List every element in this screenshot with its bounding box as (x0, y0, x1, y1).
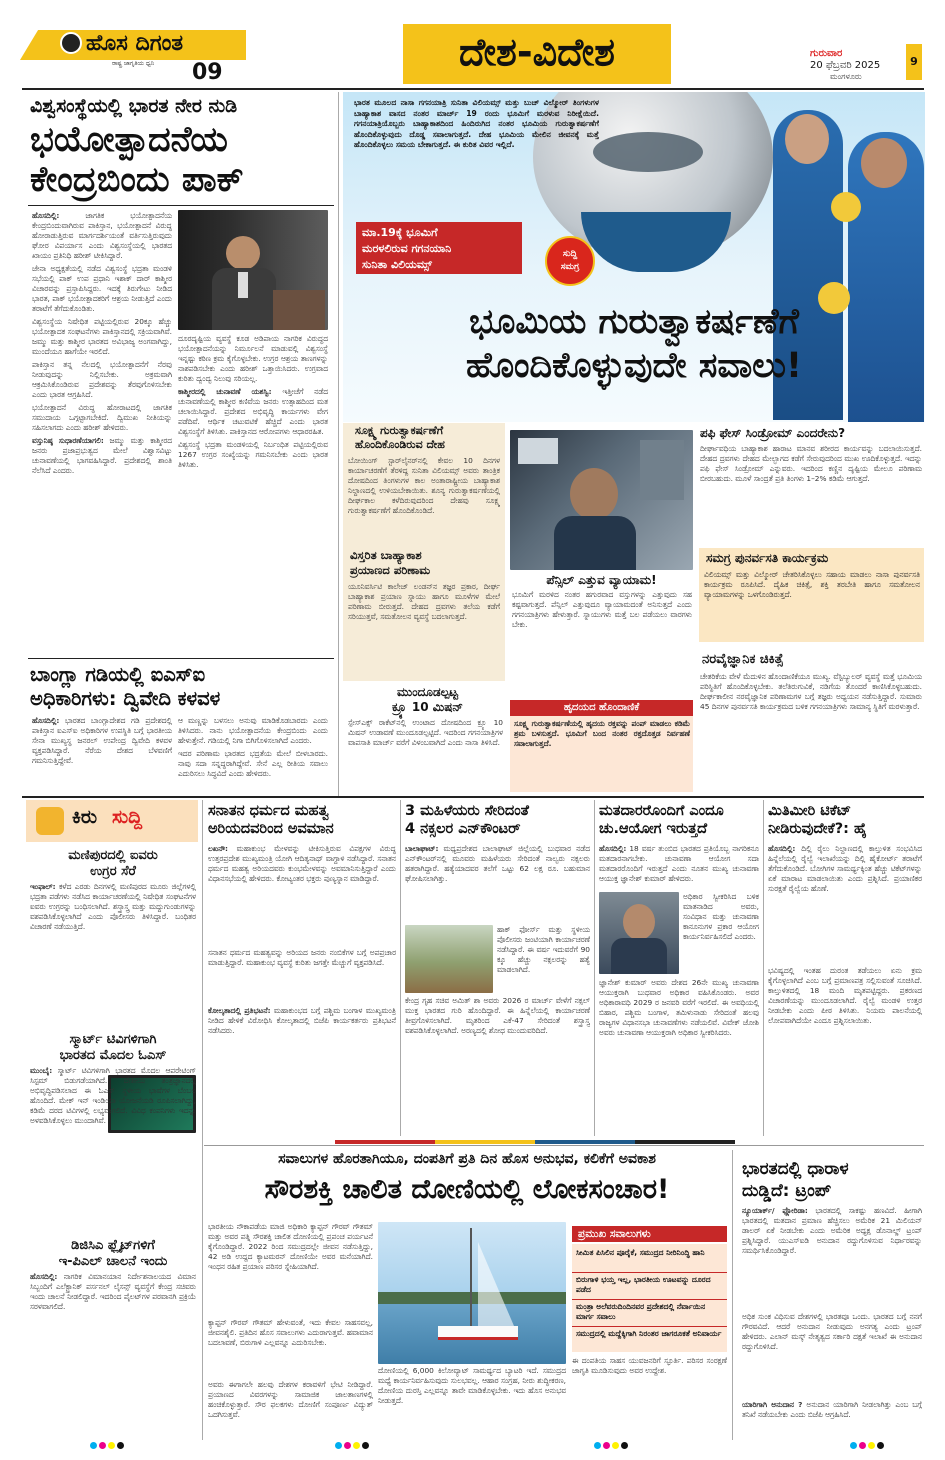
mid4-t2: ಭವಿಷ್ಯದಲ್ಲಿ ಇಂತಹ ದುರಂತ ತಡೆಯಲು ಏನು ಕ್ರಮ ಕೈಗೊಳ್ಳಲಾಗಿದೆ ಎಂಬ ಬಗ್ಗೆ ಪ್ರಮಾಣಪತ್ರ ಸಲ್ಲಿಸುವಂತೆ ಸೂಚಿಸಿದೆ. ಕಾಲ್ತುಳಿತದಲ್ಲಿ 18 ಮಂದಿ ಮೃತಪಟ್ಟಿದ್ದರು. ಪ್ರಕರಣದ ವಿಚಾರಣೆಯನ್ನು ಮುಂದೂಡಲಾಗಿದೆ. ರೈಲ್ವೆ ಮಂಡಳಿ ಉತ್ತರ ನೀಡಬೇಕು ಎಂದು ಪೀಠ ತಿಳಿಸಿತು. ನಿಯಮ ಪಾಲನೆಯಲ್ಲಿ ಲೋಪವಾಗಿದೆಯೇ ಎಂದೂ ಪ್ರಶ್ನಿಸಲಾಯಿತು. (768, 966, 922, 1025)
s1-title-line2: ಹೊಂದಿಕೊಂಡಿರುವ ದೇಹ (355, 438, 445, 451)
mid3-t3: ಜ್ಞಾನೇಶ್ ಕುಮಾರ್ ಅವರು ದೇಶದ 26ನೇ ಮುಖ್ಯ ಚುನಾವಣಾ ಆಯುಕ್ತರಾಗಿ ಬುಧವಾರ ಅಧಿಕಾರ ವಹಿಸಿಕೊಂಡರು. ಅವರ ಅಧಿಕಾರಾವಧಿ 2029 ರ ಜನವರಿ ವರೆಗೆ ಇರಲಿದೆ. ಈ ಅವಧಿಯಲ್ಲಿ ಬಿಹಾರ, ಪಶ್ಚಿಮ ಬಂಗಾಳ, ತಮಿಳುನಾಡು ಸೇರಿದಂತೆ ಹಲವು ರಾಜ್ಯಗಳ ವಿಧಾನಸಭಾ ಚುನಾವಣೆಗಳು ನಡೆಯಲಿವೆ. ವಿವೇಕ್ ಜೋಶಿ ಅವರು ಚುನಾವಣಾ ಆಯುಕ್ತರಾಗಿ ಅಧಿಕಾರ ಸ್ವೀಕರಿಸಿದರು. (599, 978, 759, 1037)
mid2-t2: ಕೇಂದ್ರ ಗೃಹ ಸಚಿವ ಅಮಿತ್ ಶಾ ಅವರು 2026 ರ ಮಾರ್ಚ್ ವೇಳೆಗೆ ನಕ್ಸಲ್ ಮುಕ್ತ ಭಾರತದ ಗುರಿ ಹೊಂದಿದ್ದಾರೆ. ಈ ಹಿನ್ನೆಲೆಯಲ್ಲಿ ಕಾರ್ಯಾಚರಣೆ ತೀವ್ರಗೊಳಿಸಲಾಗಿದೆ. ಮೃತರಿಂದ ಎಕೆ-47 ಸೇರಿದಂತೆ ಶಸ್ತ್ರಾಸ್ತ್ರ ವಶಪಡಿಸಿಕೊಳ್ಳಲಾಗಿದೆ. ಅರಣ್ಯದಲ್ಲಿ ಶೋಧ ಮುಂದುವರಿದಿದೆ. (405, 996, 590, 1035)
lead-col2-p2: ಇತ್ತೀಚೆಗೆ ನಡೆದ ಚುನಾವಣೆಯಲ್ಲಿ ಕಾಶ್ಮೀರ ಕಣಿವೆಯ ಜನರು ಉತ್ಸಾಹದಿಂದ ಮತ ಚಲಾಯಿಸಿದ್ದಾರೆ. ಪ್ರದೇಶದ ಅಭಿವೃದ್ಧಿ ಕಾರ್ಯಗಳು ವೇಗ ಪಡೆದಿವೆ. ಆರ್ಥಿಕ ಚಟುವಟಿಕೆ ಹೆಚ್ಚಿದೆ ಎಂದು ಭಾರತ ವಿಶ್ವಸಂಸ್ಥೆಗೆ ತಿಳಿಸಿತು. ಪಾಕಿಸ್ತಾನದ ಆರೋಪಗಳು ಆಧಾರರಹಿತ. (178, 387, 328, 436)
lead-col2-p3: ವಿಶ್ವಸಂಸ್ಥೆ ಭದ್ರತಾ ಮಂಡಳಿಯಲ್ಲಿ ನಿರ್ಬಂಧಿತ ಪಟ್ಟಿಯಲ್ಲಿರುವ 1267 ಉಗ್ರರ ಸಂಖ್ಯೆಯನ್ನು ಗಮನಿಸಬೇಕು ಎಂದು ಭಾರತ ತಿಳಿಸಿತು. (178, 440, 328, 469)
lead-photo-speaker (178, 210, 328, 330)
mid2-headline-line2: 4 ನಕ್ಸಲರ ಎನ್‌ಕೌಂಟರ್ (405, 821, 521, 837)
kiru-t3 (30, 1272, 196, 1436)
bangla-column-1 (32, 716, 172, 794)
s8-text: ಚೇತರಿಕೆಯ ವೇಳೆ ಮೆದುಳಿನ ಹೊಂದಾಣಿಕೆಯೂ ಮುಖ್ಯ. ವೆಸ್ಟಿಬ್ಯುಲರ್ ವ್ಯವಸ್ಥೆ ಮತ್ತೆ ಭೂಮಿಯ ಪರಿಸ್ಥಿತಿಗೆ ಹೊಂದಿಕೊಳ್ಳಬೇಕು. ತಲೆತಿರುಗುವಿಕೆ, ನಡಿಗೆಯ ತೊಂದರೆ ಕಾಣಿಸಿಕೊಳ್ಳಬಹುದು. ದೀರ್ಘಕಾಲೀನ ನರವೈಜ್ಞಾನಿಕ ಪರಿಣಾಮಗಳ ಬಗ್ಗೆ ತಜ್ಞರು ಅಧ್ಯಯನ ನಡೆಸುತ್ತಿದ್ದಾರೆ. ಸುಮಾರು 45 ದಿನಗಳ ಪುನರ್ವಸತಿ ಕಾರ್ಯಕ್ರಮದ ಬಳಿಕ ಗಗನಯಾತ್ರಿಗಳು ಸಾಮಾನ್ಯ ಸ್ಥಿತಿಗೆ ಮರಳುತ್ತಾರೆ. (700, 672, 922, 711)
bangla-headline-line2: ಅಧಿಕಾರಿಗಳು: ದ್ವಿವೇದಿ ಕಳವಳ (30, 687, 221, 710)
issue-date: 20 ಫೆಬ್ರವರಿ 2025 (810, 60, 881, 71)
kiru-h1-line1: ಮಣಿಪುರದಲ್ಲಿ ಐವರು (68, 848, 158, 863)
trump-sub: ಯಾರಿಗಾಗಿ ಅನುದಾನ ? (742, 1400, 803, 1409)
issue-day: ಗುರುವಾರ (810, 48, 843, 59)
space-headline (345, 300, 923, 388)
kiru-d2: ಮುಂಬೈ: (30, 1066, 53, 1075)
divider-vertical-2 (202, 800, 203, 1440)
s2-title (350, 548, 500, 578)
mid2-dateline: ಬಾಲಾಘಾಟ್: (405, 844, 439, 853)
section-title: ದೇಶ-ವಿದೇಶ (459, 30, 615, 74)
lead-p2: ಜೇನಾ ಅಧ್ಯಕ್ಷತೆಯಲ್ಲಿ ನಡೆದ ವಿಶ್ವಸಂಸ್ಥೆ ಭದ್ರತಾ ಮಂಡಳಿ ಸಭೆಯಲ್ಲಿ ಪಾಕ್ ಉಪ ಪ್ರಧಾನಿ ಇಶಾಕ್ ದಾರ್ ಕಾಶ್ಮೀರ ವಿಚಾರವನ್ನು ಪ್ರಸ್ತಾಪಿಸಿದ್ದರು. ಇದಕ್ಕೆ ತಿರುಗೇಟು ನೀಡಿದ ಭಾರತ, ಪಾಕ್ ಭಯೋತ್ಪಾದಕರಿಗೆ ಆಶ್ರಯ ನೀಡುತ್ತಿದೆ ಎಂದು ತರಾಟೆಗೆ ತೆಗೆದುಕೊಂಡಿತು. (32, 264, 172, 313)
mid3-headline-line1: ಮತದಾರರೊಂದಿಗೆ ಎಂದೂ (599, 803, 724, 819)
reg-marks-2 (335, 1442, 369, 1449)
kiru-h3-line1: ಡಿಜಿಸಿಎ ಫ್ಲೈಟ್‌ಗಳಿಗೆ (71, 1238, 155, 1253)
mid1-dateline: ಲಖನೌ: (208, 844, 228, 853)
divider-vertical-4 (594, 800, 595, 1136)
lead-headline-line2: ಕೇಂದ್ರಬಿಂದು ಪಾಕ್ (30, 160, 244, 200)
mid1-headline (208, 802, 396, 838)
bottom-rule (204, 1145, 924, 1146)
s2-text: ಯೂನಿವರ್ಸಿಟಿ ಕಾಲೇಜ್ ಲಂಡನ್‌ನ ತಜ್ಞರ ಪ್ರಕಾರ, ದೀರ್ಘ ಬಾಹ್ಯಾಕಾಶ ಪ್ರಯಾಣ ಸ್ನಾಯು ಹಾಗೂ ಮೂಳೆಗಳ ಮೇಲೆ ಪರಿಣಾಮ ಬೀರುತ್ತದೆ. ದೇಹದ ದ್ರವಗಳು ತಲೆಯ ಕಡೆಗೆ ಸರಿಯುತ್ತವೆ, ಸಮತೋಲನ ವ್ಯವಸ್ಥೆ ಬದಲಾಗುತ್ತದೆ. (348, 582, 500, 621)
kiru-t2 (30, 1066, 196, 1234)
mid3-headline (599, 802, 759, 838)
s1-title (355, 424, 505, 452)
s3-title-line1: ಮುಂದೂಡಲ್ಪಟ್ಟ (397, 685, 458, 699)
lead-kicker: ವಿಶ್ವಸಂಸ್ಥೆಯಲ್ಲಿ ಭಾರತ ನೇರ ನುಡಿ (30, 95, 238, 117)
solar-box-item-2: ಬಿರುಗಾಳಿ ಭಯ್ತ ಇಲ್ಲ, ಭಾರತೀಯ ಊಟವನ್ನು ದೂರದ ಪಡೆದ (576, 1275, 711, 1294)
solar-t2: ಕ್ಯಾಪ್ಟನ್ ಗೌರವ್ ಗೌತಮ್ ಹೇಳುವಂತೆ, ಇದು ಕೇವಲ ಸಾಹಸವಲ್ಲ, ಜೀವನಶೈಲಿ. ಪ್ರತಿದಿನ ಹೊಸ ಸವಾಲುಗಳು ಎದುರಾಗುತ್ತವೆ. ಹವಾಮಾನ ಬದಲಾವಣೆ, ಬಿರುಗಾಳಿ ಎಲ್ಲವನ್ನೂ ಎದುರಿಸಬೇಕು. (208, 1318, 373, 1347)
stamp-line2: ಸಮಗ್ರ (560, 262, 580, 272)
solar-t4: ದೋಣಿಯಲ್ಲಿ 6,000 ಕಿಲೋವ್ಯಾಟ್ ಸಾಮರ್ಥ್ಯದ ಬ್ಯಾಟರಿ ಇದೆ. ಸಮುದ್ರದ ಮಧ್ಯೆ ಕಾರ್ಯನಿರ್ವಹಿಸುವುದು ಸುಲಭವಲ್ಲ. ಆಹಾರ ಸಂಗ್ರಹ, ನೀರು ಶುದ್ಧೀಕರಣ, ದೋಣಿಯ ದುರಸ್ತಿ ಎಲ್ಲವನ್ನೂ ತಾವೇ ಮಾಡಿಕೊಳ್ಳಬೇಕು. ಇದು ಹೊಸ ಅನುಭವ ನೀಡುತ್ತದೆ. (378, 1366, 566, 1405)
solar-t5: ಈ ದಂಪತಿಯ ಸಾಹಸ ಯುವಜನರಿಗೆ ಸ್ಫೂರ್ತಿ. ಪರಿಸರ ಸಂರಕ್ಷಣೆ ಜಾಗೃತಿ ಮೂಡಿಸುವುದು ಅವರ ಉದ್ದೇಶ. (572, 1356, 727, 1375)
s5-title: ಹೃದಯದ ಹೊಂದಾಣಿಕೆ (510, 700, 693, 716)
kiru-h2 (28, 1032, 198, 1064)
space-badge-line1: ಮಾ.19ಕ್ಕೆ ಭೂಮಿಗೆ (362, 226, 438, 239)
mid3-t1 (599, 844, 759, 888)
kiru-t1 (30, 882, 196, 1028)
mid3-dateline: ಹೊಸದಿಲ್ಲಿ: (599, 844, 627, 853)
s7-text: ವಿಲಿಯಮ್ಸ್ ಮತ್ತು ವಿಲ್ಮೋರ್ ಚೇತರಿಸಿಕೊಳ್ಳಲು ಸಹಾಯ ಮಾಡಲು ನಾಸಾ ಪುನರ್ವಸತಿ ಕಾರ್ಯಕ್ರಮ ರೂಪಿಸಿದೆ. ದೈಹಿಕ ಚಿಕಿತ್ಸೆ, ಶಕ್ತಿ ತರಬೇತಿ ಹಾಗೂ ಸಮತೋಲನ ವ್ಯಾಯಾಮಗಳನ್ನು ಒಳಗೊಂಡಿರುತ್ತದೆ. (704, 570, 920, 599)
mid2-headline (405, 802, 590, 838)
bangla-headline-line1: ಬಾಂಗ್ಲಾ ಗಡಿಯಲ್ಲಿ ಐಎಸ್‌ಐ (30, 663, 206, 686)
kiru-h1-line2: ಉಗ್ರರ ಸೆರೆ (90, 864, 136, 879)
mid1-sub: ಕೋಲ್ಕತಾದಲ್ಲಿ ಪ್ರತಿಭಟನೆ: (208, 1006, 271, 1015)
s4-text: ಭೂಮಿಗೆ ಮರಳಿದ ನಂತರ ಹಗುರವಾದ ವಸ್ತುಗಳನ್ನು ಎತ್ತುವುದು ಸಹ ಕಷ್ಟವಾಗುತ್ತದೆ. ಪೆನ್ಸಿಲ್ ಎತ್ತುವುದೂ ವ್ಯಾಯಾಮದಂತೆ ಅನಿಸುತ್ತದೆ ಎಂದು ಗಗನಯಾತ್ರಿಗಳು ಹೇಳುತ್ತಾರೆ. ಸ್ನಾಯುಗಳು ಮತ್ತೆ ಬಲ ಪಡೆಯಲು ವಾರಗಳು ಬೇಕು. (512, 590, 692, 629)
stamp-line1: ಸುದ್ದಿ (562, 249, 578, 259)
trump-headline-line1: ಭಾರತದಲ್ಲಿ ಧಾರಾಳ (742, 1159, 849, 1179)
masthead-rule (22, 88, 924, 90)
mid2-t1-text: ಮಧ್ಯಪ್ರದೇಶದ ಬಾಲಾಘಾಟ್ ಜಿಲ್ಲೆಯಲ್ಲಿ ಬುಧವಾರ ನಡೆದ ಎನ್‌ಕೌಂಟರ್‌ನಲ್ಲಿ ಮೂವರು ಮಹಿಳೆಯರು ಸೇರಿದಂತೆ ನಾಲ್ವರು ನಕ್ಸಲರು ಹತರಾಗಿದ್ದಾರೆ. ಹತ್ಯೆಯಾದವರ ತಲೆಗೆ ಒಟ್ಟು 62 ಲಕ್ಷ ರೂ. ಬಹುಮಾನ ಘೋಷಿಸಲಾಗಿತ್ತು. (405, 844, 590, 883)
s3-title-line2: ಕ್ರ್ಯೂ 10 ಮಿಷನ್ (392, 700, 463, 714)
lead-p1: ಜಾಗತಿಕ ಭಯೋತ್ಪಾದನೆಯ ಕೇಂದ್ರಬಿಂದುವಾಗಿರುವ ಪಾಕಿಸ್ತಾನ, ಭಯೋತ್ಪಾದನೆ ವಿರುದ್ಧ ಹೋರಾಡುತ್ತಿರುವ ಮಾರ್ಗದರ್ಶಿಯಂತೆ ವರ್ತಿಸುತ್ತಿರುವುದು ಘೋರ ವಿಪರ್ಯಾಸ ಎಂದು ವಿಶ್ವಸಂಸ್ಥೆಯಲ್ಲಿ ಭಾರತದ ಖಾಯಂ ಪ್ರತಿನಿಧಿ ಹರೀಶ್ ಟೀಕಿಸಿದ್ದಾರೆ. (32, 211, 172, 260)
bangla-rule (28, 658, 334, 659)
forest-photo (405, 925, 493, 993)
kiru-d3: ಹೊಸದಿಲ್ಲಿ: (30, 1272, 58, 1281)
solar-headline: ಸೌರಶಕ್ತಿ ಚಾಲಿತ ದೋಣಿಯಲ್ಲಿ ಲೋಕಸಂಚಾರ! (264, 1174, 670, 1205)
sailboat-photo (378, 1222, 566, 1364)
s7-title: ಸಮಗ್ರ ಪುನರ್ವಸತಿ ಕಾರ್ಯಕ್ರಮ (706, 551, 829, 565)
mid3-headline-line2: ಚು.ಆಯೋಗ ಇರುತ್ತದೆ (599, 821, 708, 837)
solar-t1: ಭಾರತೀಯ ನೌಕಾಪಡೆಯ ಮಾಜಿ ಅಧಿಕಾರಿ ಕ್ಯಾಪ್ಟನ್ ಗೌರವ್ ಗೌತಮ್ ಮತ್ತು ಅವರ ಪತ್ನಿ ಸೌರಶಕ್ತಿ ಚಾಲಿತ ದೋಣಿಯಲ್ಲಿ ಪ್ರಪಂಚ ಪರ್ಯಟನೆ ಕೈಗೊಂಡಿದ್ದಾರೆ. 2022 ರಿಂದ ಸಮುದ್ರದಲ್ಲೇ ಜೀವನ ನಡೆಸುತ್ತಿದ್ದು, 42 ಅಡಿ ಉದ್ದದ ಕ್ಯಾಟಮರನ್ ದೋಣಿಯೇ ಅವರ ಮನೆಯಾಗಿದೆ. ಇಂಧನ ರಹಿತ ಪ್ರಯಾಣ ಪರಿಸರ ಸ್ನೇಹಿಯಾಗಿದೆ. (208, 1222, 373, 1271)
bangla-dateline: ಹೊಸದಿಲ್ಲಿ: (32, 716, 60, 725)
bangla-col1-text: ಭಾರತದ ಬಾಂಗ್ಲಾದೇಶದ ಗಡಿ ಪ್ರದೇಶದಲ್ಲಿ ಪಾಕಿಸ್ತಾನ ಐಎಸ್‌ಐ ಅಧಿಕಾರಿಗಳ ಉಪಸ್ಥಿತಿ ಬಗ್ಗೆ ಭಾರತೀಯ ಸೇನಾ ಮುಖ್ಯಸ್ಥ ಜನರಲ್ ಉಪೇಂದ್ರ ದ್ವಿವೇದಿ ಕಳವಳ ವ್ಯಕ್ತಪಡಿಸಿದ್ದಾರೆ. ನೆರೆಯ ದೇಶದ ಬೆಳವಣಿಗೆ ಗಮನಿಸುತ್ತಿದ್ದೇವೆ. (32, 716, 172, 765)
mid3-t2: ಅಧಿಕಾರ ಸ್ವೀಕರಿಸಿದ ಬಳಿಕ ಮಾತನಾಡಿದ ಅವರು, ಸಂವಿಧಾನ ಮತ್ತು ಚುನಾವಣಾ ಕಾನೂನುಗಳ ಪ್ರಕಾರ ಆಯೋಗ ಕಾರ್ಯನಿರ್ವಹಿಸಲಿದೆ ಎಂದರು. (683, 892, 759, 941)
kiru-h2-line2: ಭಾರತದ ಮೊದಲ ಓಎಸ್ (59, 1048, 167, 1063)
mid1-t1-text: ಮಹಾಕುಂಭ ಮೇಳವನ್ನು ಟೀಕಿಸುತ್ತಿರುವ ವಿಪಕ್ಷಗಳ ವಿರುದ್ಧ ಉತ್ತರಪ್ರದೇಶ ಮುಖ್ಯಮಂತ್ರಿ ಯೋಗಿ ಆದಿತ್ಯನಾಥ್ ವಾಗ್ದಾಳಿ ನಡೆಸಿದ್ದಾರೆ. ಸನಾತನ ಧರ್ಮದ ಮಹತ್ವ ಅರಿಯದವರು ಕುಂಭಮೇಳವನ್ನು ಅವಮಾನಿಸುತ್ತಿದ್ದಾರೆ ಎಂದು ವಿಧಾನಸಭೆಯಲ್ಲಿ ಹೇಳಿದರು. ಕೋಟ್ಯಂತರ ಭಕ್ತರು ಪುಣ್ಯಸ್ನಾನ ಮಾಡಿದ್ದಾರೆ. (208, 844, 396, 883)
mid1-t2: ಸನಾತನ ಧರ್ಮದ ಮಹತ್ವವನ್ನು ಅರಿಯದ ಜನರು ನಂಬಿಕೆಗಳ ಬಗ್ಗೆ ಅಪಪ್ರಚಾರ ಮಾಡುತ್ತಿದ್ದಾರೆ. ಮಹಾಕುಂಭ ವ್ಯವಸ್ಥೆ ಕುರಿತು ಜಗತ್ತೇ ಮೆಚ್ಚುಗೆ ವ್ಯಕ್ತಪಡಿಸಿದೆ. (208, 948, 396, 967)
hand-icon (36, 807, 64, 835)
mid-rule (22, 796, 924, 798)
kiru-t1-text: ಕಳೆದ ಎರಡು ದಿನಗಳಲ್ಲಿ ಮಣಿಪುರದ ಮೂರು ಜಿಲ್ಲೆಗಳಲ್ಲಿ ಭದ್ರತಾ ಪಡೆಗಳು ನಡೆಸಿದ ಕಾರ್ಯಾಚರಣೆಯಲ್ಲಿ ನಿಷೇಧಿತ ಸಂಘಟನೆಗಳ ಐವರು ಉಗ್ರರನ್ನು ಬಂಧಿಸಲಾಗಿದೆ. ಶಸ್ತ್ರಾಸ್ತ್ರ ಮತ್ತು ಮದ್ದುಗುಂಡುಗಳನ್ನು ವಶಪಡಿಸಿಕೊಳ್ಳಲಾಗಿದೆ ಎಂದು ಪೊಲೀಸರು ತಿಳಿಸಿದ್ದಾರೆ. ಬಂಧಿತರ ವಿಚಾರಣೆ ನಡೆಯುತ್ತಿದೆ. (30, 882, 196, 931)
s2-title-line2: ಪ್ರಯಾಣದ ಪರಿಣಾಮ (350, 563, 431, 577)
lead-subhead-2: ಕಾಶ್ಮೀರದಲ್ಲಿ ಚುನಾವಣೆ ಯಶಸ್ವಿ: (178, 387, 272, 396)
mid1-headline-line1: ಸನಾತನ ಧರ್ಮದ ಮಹತ್ವ (208, 803, 329, 819)
s6-text: ದೀರ್ಘಾವಧಿಯ ಬಾಹ್ಯಾಕಾಶ ಹಾರಾಟ ಮಾನವ ಶರೀರದ ಕಾರ್ಯವನ್ನು ಬದಲಾಯಿಸುತ್ತದೆ. ದೇಹದ ದ್ರವಗಳು ದೇಹದ ಮೇಲ್ಭಾಗದ ಕಡೆಗೆ ಸೇರುವುದರಿಂದ ಮುಖ ಊದಿಕೊಳ್ಳುತ್ತದೆ. ಇದನ್ನು ಪಫಿ ಫೇಸ್ ಸಿಂಡ್ರೋಮ್ ಎನ್ನುವರು. ಇದರಿಂದ ಕಣ್ಣಿನ ದೃಷ್ಟಿಯ ಮೇಲೂ ಪರಿಣಾಮ ಬೀರಬಹುದು. ಮೂಳೆ ಸಾಂದ್ರತೆ ಪ್ರತಿ ತಿಂಗಳು 1–2% ಕಡಿಮೆ ಆಗುತ್ತದೆ. (700, 444, 922, 483)
solar-box-item-1: ಸೀಮಿತ ಪಿಸಿಲಿನ ಪೂರೈಕೆ, ಸಮುದ್ರದ ನೀರಿನಿಂದ್ಧಿ ಹಾನಿ (576, 1248, 705, 1257)
lead-subhead-1: ವಸ್ತುನಿಷ್ಠ ಸುಧಾರಣೆಯಾಗಲಿ: (32, 436, 104, 445)
lead-p5: ಭಯೋತ್ಪಾದನೆ ವಿರುದ್ಧ ಹೋರಾಟದಲ್ಲಿ ಜಾಗತಿಕ ಸಮುದಾಯ ಒಗ್ಗಟ್ಟಾಗಬೇಕಿದೆ. ದ್ವಿಮುಖ ನೀತಿಯನ್ನು ಸಹಿಸಲಾಗದು ಎಂದು ಹರೀಶ್ ಹೇಳಿದರು. (32, 403, 172, 432)
mid4-headline-line1: ಮಿತಿಮೀರಿ ಟಿಕೆಟ್ (768, 803, 852, 819)
s1-text: ಬೋಯಿಂಗ್ ಸ್ಟಾರ್‌ಲೈನರ್‌ನಲ್ಲಿ ಕೇವಲ 10 ದಿನಗಳ ಕಾರ್ಯಾಚರಣೆಗೆ ತೆರಳಿದ್ದ ಸುನಿತಾ ವಿಲಿಯಮ್ಸ್ ಅವರು ತಾಂತ್ರಿಕ ದೋಷದಿಂದ ತಿಂಗಳುಗಳ ಕಾಲ ಅಂತಾರಾಷ್ಟ್ರೀಯ ಬಾಹ್ಯಾಕಾಶ ನಿಲ್ದಾಣದಲ್ಲಿ ಉಳಿಯಬೇಕಾಯಿತು. ಶೂನ್ಯ ಗುರುತ್ವಾಕರ್ಷಣೆಯಲ್ಲಿ ದೀರ್ಘಕಾಲ ಕಳೆದಿರುವುದರಿಂದ ದೇಹವು ಸೂಕ್ಷ್ಮ ಗುರುತ್ವಾಕರ್ಷಣೆಗೆ ಹೊಂದಿಕೊಂಡಿದೆ. (348, 456, 500, 515)
trump-headline-line2: ದುಡ್ಡಿದೆ: ಟ್ರಂಪ್ (742, 1181, 832, 1201)
mid3-t1-text: 18 ವರ್ಷ ತುಂಬಿದ ಭಾರತದ ಪ್ರತಿಯೊಬ್ಬ ನಾಗರಿಕನೂ ಮತದಾರನಾಗಬೇಕು. ಚುನಾವಣಾ ಆಯೋಗ ಸದಾ ಮತದಾರರೊಂದಿಗೆ ಇರುತ್ತದೆ ಎಂದು ನೂತನ ಮುಖ್ಯ ಚುನಾವಣಾ ಆಯುಕ್ತ ಜ್ಞಾನೇಶ್ ಕುಮಾರ್ ಹೇಳಿದರು. (599, 844, 759, 883)
trump-t3 (742, 1400, 922, 1436)
mid1-t3-text: ಮಹಾಕುಂಭದ ಬಗ್ಗೆ ಪಶ್ಚಿಮ ಬಂಗಾಳ ಮುಖ್ಯಮಂತ್ರಿ ನೀಡಿದ ಹೇಳಿಕೆ ವಿರೋಧಿಸಿ ಕೋಲ್ಕತಾದಲ್ಲಿ ಬಿಜೆಪಿ ಕಾರ್ಯಕರ್ತರು ಪ್ರತಿಭಟನೆ ನಡೆಸಿದರು. (208, 1006, 396, 1035)
mid4-t1-text: ದಿಲ್ಲಿ ರೈಲು ನಿಲ್ದಾಣದಲ್ಲಿ ಕಾಲ್ತುಳಿತ ಸಂಭವಿಸಿದ ಹಿನ್ನೆಲೆಯಲ್ಲಿ ರೈಲ್ವೆ ಇಲಾಖೆಯನ್ನು ದಿಲ್ಲಿ ಹೈಕೋರ್ಟ್ ತರಾಟೆಗೆ ತೆಗೆದುಕೊಂಡಿದೆ. ಬೋಗಿಗಳ ಸಾಮರ್ಥ್ಯಕ್ಕಿಂತ ಹೆಚ್ಚು ಟಿಕೆಟ್‌ಗಳನ್ನು ಏಕೆ ಮಾರಾಟ ಮಾಡಲಾಯಿತು ಎಂದು ಪ್ರಶ್ನಿಸಿದೆ. ಪ್ರಯಾಣಿಕರ ಸುರಕ್ಷತೆ ರೈಲ್ವೆಯ ಹೊಣೆ. (768, 844, 922, 893)
divider-vertical-3 (400, 800, 401, 1136)
page-number: 09 (192, 60, 223, 85)
lead-p3: ವಿಶ್ವಸಂಸ್ಥೆಯ ನಿಷೇಧಿತ ಪಟ್ಟಿಯಲ್ಲಿರುವ 20ಕ್ಕೂ ಹೆಚ್ಚು ಭಯೋತ್ಪಾದಕ ಸಂಘಟನೆಗಳು ಪಾಕಿಸ್ತಾನದಲ್ಲಿ ಸಕ್ರಿಯವಾಗಿವೆ. ಜಮ್ಮು ಮತ್ತು ಕಾಶ್ಮೀರ ಭಾರತದ ಅವಿಭಾಜ್ಯ ಅಂಗವಾಗಿದ್ದು, ಮುಂದೆಯೂ ಹಾಗೆಯೇ ಇರಲಿದೆ. (32, 317, 172, 356)
kiru-h2-line1: ಸ್ಮಾರ್ಟ್ ಟಿವಿಗಳಿಗಾಗಿ (69, 1032, 157, 1047)
mid1-t3 (208, 1006, 396, 1130)
lead-p4: ಪಾಕಿಸ್ತಾನ ತನ್ನ ನೆಲದಲ್ಲಿ ಭಯೋತ್ಪಾದನೆಗೆ ನೆರವು ನೀಡುವುದನ್ನು ನಿಲ್ಲಿಸಬೇಕು. ಅಕ್ರಮವಾಗಿ ಆಕ್ರಮಿಸಿಕೊಂಡಿರುವ ಪ್ರದೇಶವನ್ನು ತೆರವುಗೊಳಿಸಬೇಕು ಎಂದು ಭಾರತ ಆಗ್ರಹಿಸಿದೆ. (32, 360, 172, 399)
divider-vertical-6 (732, 1150, 733, 1440)
s3-title (350, 685, 505, 715)
kiru-h3-line2: ಇ-ಪಿಎಲ್ ಚಾಲನೆ ಇಂದು (58, 1254, 168, 1269)
brand-name: ಹೊಸ ದಿಗಂತ (86, 31, 184, 56)
lead-column-2 (178, 334, 328, 654)
lead-rule (28, 205, 334, 206)
space-badge-line3: ಸುನಿತಾ ವಿಲಿಯಮ್ಸ್ (362, 258, 432, 271)
s4-title: ಪೆನ್ಸಿಲ್ ಎತ್ತುವ ವ್ಯಾಯಾಮ! (546, 573, 657, 587)
space-headline-line1: ಭೂಮಿಯ ಗುರುತ್ವಾಕರ್ಷಣೆಗೆ (469, 302, 799, 342)
reg-marks-4 (850, 1442, 884, 1449)
reg-marks-1 (90, 1442, 124, 1449)
brand-tagline: ರಾಷ್ಟ್ರ ಜಾಗೃತಿಯ ಧ್ವನಿ (112, 60, 155, 67)
masthead-logo (20, 30, 250, 90)
mid1-headline-line2: ಅರಿಯದವರಿಂದ ಅವಮಾನ (208, 821, 334, 837)
space-intro: ಭಾರತ ಮೂಲದ ನಾಸಾ ಗಗನಯಾತ್ರಿ ಸುನಿತಾ ವಿಲಿಯಮ್ಸ್ ಮತ್ತು ಬುಚ್ ವಿಲ್ಮೋರ್ ತಿಂಗಳುಗಳ ಬಾಹ್ಯಾಕಾಶ ವಾಸದ ನಂತರ ಮಾರ್ಚ್ 19 ರಂದು ಭೂಮಿಗೆ ಮರಳುವ ನಿರೀಕ್ಷೆಯಿದೆ. ಗಗನಯಾತ್ರಿಯೊಬ್ಬರು ಬಾಹ್ಯಾಕಾಶದಿಂದ ಹಿಂದಿರುಗಿದ ನಂತರ ಭೂಮಿಯ ಗುರುತ್ವಾಕರ್ಷಣೆಗೆ ಹೊಂದಿಕೊಳ್ಳುವುದು ದೊಡ್ಡ ಸವಾಲಾಗುತ್ತದೆ. ದೇಹ ಭೂಮಿಯ ಮೇಲಿನ ಜೀವನಕ್ಕೆ ಮತ್ತೆ ಹೊಂದಿಕೊಳ್ಳಲು ಸಮಯ ಬೇಕಾಗುತ್ತದೆ. ಈ ಕುರಿತ ವಿವರ ಇಲ್ಲಿದೆ. (354, 98, 599, 149)
s1-title-line1: ಸೂಕ್ಷ್ಮ ಗುರುತ್ವಾಕರ್ಷಣೆಗೆ (355, 424, 444, 437)
bangla-col3-text: ಇದರ ಪರಿಣಾಮ ಭಾರತದ ಭದ್ರತೆಯ ಮೇಲೆ ಬೀಳಬಾರದು. ನಾವು ಸದಾ ಸನ್ನದ್ಧರಾಗಿದ್ದೇವೆ. ಸೇನೆ ಎಲ್ಲ ರೀತಿಯ ಸವಾಲು ಎದುರಿಸಲು ಸಿದ್ಧವಿದೆ ಎಂದು ಹೇಳಿದರು. (178, 749, 328, 778)
page-tag: 9 (906, 44, 922, 80)
reg-marks-3 (594, 1442, 628, 1449)
solar-box-item-4: ಸಮುದ್ರದಲ್ಲಿ ಮದ್ದೆಕ್ಕಿಗಾಗಿ ನಿರಂತರ ಜಾಗರೂಕತೆ ಅನಿವಾರ್ಯ (576, 1329, 722, 1338)
trump-t1 (742, 1206, 922, 1310)
mid4-dateline: ಹೊಸದಿಲ್ಲಿ: (768, 844, 796, 853)
mid4-headline (768, 802, 924, 838)
commissioner-photo (599, 892, 679, 974)
samagra-stamp (545, 236, 595, 286)
lead-headline (30, 120, 330, 200)
divider-vertical (338, 92, 339, 796)
solar-box (572, 1244, 727, 1352)
solar-box-item-3: ಮಂತ್ರಾ ಅಲೆವರುದಿಂದಿನವರ ಪ್ರದೇಶದಲ್ಲಿ ನೆರ್ವಾಯಿನ ಮಾರ್ಗ ಸವಾಲು (576, 1302, 706, 1321)
bangla-headline (30, 663, 335, 711)
solar-box-title: ಪ್ರಮುಖ ಸವಾಲುಗಳು (572, 1226, 727, 1242)
mid4-headline-line2: ನೀಡಿರುವುದೇಕೆ?: ಹೈ (768, 821, 868, 837)
mid1-t1 (208, 844, 396, 944)
solar-t3: ಅವರು ಈಗಾಗಲೇ ಹಲವು ದೇಶಗಳ ಕರಾವಳಿಗೆ ಭೇಟಿ ನೀಡಿದ್ದಾರೆ. ಪ್ರಯಾಣದ ವಿವರಗಳನ್ನು ಸಾಮಾಜಿಕ ಜಾಲತಾಣಗಳಲ್ಲಿ ಹಂಚಿಕೊಳ್ಳುತ್ತಾರೆ. ಸೌರ ಫಲಕಗಳು ದೋಣಿಗೆ ಸಂಪೂರ್ಣ ವಿದ್ಯುತ್ ಒದಗಿಸುತ್ತವೆ. (208, 1380, 373, 1419)
kiru-brand-a: ಕಿರು (72, 806, 97, 828)
trump-t2: ಅಧಿಕ ಸುಂಕ ವಿಧಿಸುವ ದೇಶಗಳಲ್ಲಿ ಭಾರತವೂ ಒಂದು. ಭಾರತದ ಬಗ್ಗೆ ನನಗೆ ಗೌರವವಿದೆ. ಆದರೆ ಅನುದಾನ ನೀಡುವುದು ಅನಗತ್ಯ ಎಂದು ಟ್ರಂಪ್ ಹೇಳಿದರು. ಎಲಾನ್ ಮಸ್ಕ್ ನೇತೃತ್ವದ ಸರ್ಕಾರಿ ದಕ್ಷತೆ ಇಲಾಖೆ ಈ ಅನುದಾನ ರದ್ದುಗೊಳಿಸಿದೆ. (742, 1312, 922, 1351)
lead-col2-p1: ದೂರದೃಷ್ಟಿಯ ವ್ಯವಸ್ಥೆ ಕೂಡ ಅಡಿಪಾಯ ನಾಗರಿಕ ವಿರುದ್ಧದ ಭಯೋತ್ಪಾದನೆಯನ್ನು ನಿರ್ಮೂಲನೆ ಮಾಡುವಲ್ಲಿ ವಿಶ್ವಸಂಸ್ಥೆ ಇನ್ನಷ್ಟು ಕಠಿಣ ಕ್ರಮ ಕೈಗೊಳ್ಳಬೇಕು. ಉಗ್ರರ ಆಶ್ರಯ ತಾಣಗಳನ್ನು ನಾಶಪಡಿಸಬೇಕು ಎಂದು ಹರೀಶ್ ಒತ್ತಾಯಿಸಿದರು. ಉಗ್ರವಾದ ಕುರಿತು ದ್ವಂದ್ವ ನಿಲುವು ಸರಿಯಲ್ಲ. (178, 334, 328, 383)
lamp-icon (60, 32, 82, 54)
kiru-t3-text: ನಾಗರಿಕ ವಿಮಾನಯಾನ ನಿರ್ದೇಶನಾಲಯದ ವಿಮಾನ ಸಿಬ್ಬಂದಿಗೆ ಎಲೆಕ್ಟ್ರಾನಿಕ್ ಪರ್ಸನಲ್ ಲೈಸನ್ಸ್ ವ್ಯವಸ್ಥೆಗೆ ಕೇಂದ್ರ ಸಚಿವರು ಇಂದು ಚಾಲನೆ ನೀಡಲಿದ್ದಾರೆ. ಇದರಿಂದ ಪೈಲಟ್‌ಗಳ ಪರವಾನಗಿ ಪ್ರಕ್ರಿಯೆ ಸರಳವಾಗಲಿದೆ. (30, 1272, 196, 1311)
kiru-brand-b: ಸುದ್ದಿ (112, 806, 143, 828)
space-badge-line2: ಮರಳಲಿರುವ ಗಗನಯಾನಿ (362, 242, 452, 255)
issue-city: ಮಂಗಳೂರು (830, 72, 862, 81)
mid2-t3: ಹಾಕ್ ಫೋರ್ಸ್ ಮತ್ತು ಸ್ಥಳೀಯ ಪೊಲೀಸರು ಜಂಟಿಯಾಗಿ ಕಾರ್ಯಾಚರಣೆ ನಡೆಸಿದ್ದಾರೆ. ಈ ವರ್ಷ ಇದುವರೆಗೆ 90 ಕ್ಕೂ ಹೆಚ್ಚು ನಕ್ಸಲರನ್ನು ಹತ್ಯೆ ಮಾಡಲಾಗಿದೆ. (497, 925, 590, 974)
mid4-t1 (768, 844, 922, 964)
bangla-column-2 (178, 716, 328, 794)
trump-dateline: ನ್ಯೂಯಾರ್ಕ್/ ಫ್ಲೋರಿಡಾ: (742, 1206, 808, 1215)
mid2-t1 (405, 844, 590, 920)
trump-t1-text: ಭಾರತದಲ್ಲಿ ಸಾಕಷ್ಟು ಹಣವಿದೆ. ಹೀಗಾಗಿ ಭಾರತದಲ್ಲಿ ಮತದಾನ ಪ್ರಮಾಣ ಹೆಚ್ಚಿಸಲು ಅಮೆರಿಕ 21 ಮಿಲಿಯನ್ ಡಾಲರ್ ಏಕೆ ನೀಡಬೇಕು ಎಂದು ಅಮೆರಿಕ ಅಧ್ಯಕ್ಷ ಡೊನಾಲ್ಡ್ ಟ್ರಂಪ್ ಪ್ರಶ್ನಿಸಿದ್ದಾರೆ. ಯುಎಸ್ಐಡಿ ಅನುದಾನ ರದ್ದುಗೊಳಿಸುವ ನಿರ್ಧಾರವನ್ನು ಸಮರ್ಥಿಸಿಕೊಂಡಿದ್ದಾರೆ. (742, 1206, 922, 1255)
kiru-h3 (28, 1238, 198, 1270)
kiru-header (26, 800, 198, 842)
s8-title: ನರವೈಜ್ಞಾನಿಕ ಚಿಕಿತ್ಸೆ (702, 652, 784, 667)
color-bar (335, 1140, 735, 1144)
lead-headline-line1: ಭಯೋತ್ಪಾದನೆಯ (30, 120, 228, 160)
kiru-h1 (28, 848, 198, 880)
trump-t3-text: ಅನುದಾನ ಯಾರಿಗಾಗಿ ನೀಡಲಾಗಿತ್ತು ಎಂಬ ಬಗ್ಗೆ ತನಿಖೆ ನಡೆಯಬೇಕು ಎಂದು ಬಿಜೆಪಿ ಆಗ್ರಹಿಸಿದೆ. (742, 1400, 922, 1419)
lead-column-1 (32, 211, 172, 654)
divider-vertical-5 (763, 800, 764, 1136)
lead-dateline: ಹೊಸದಿಲ್ಲಿ: (32, 211, 60, 220)
s6-title: ಪಫಿ ಫೇಸ್ ಸಿಂಡ್ರೋಮ್ ಎಂದರೇನು? (700, 426, 846, 440)
s3-text: ಸ್ಪೇಸ್‌ಎಕ್ಸ್ ರಾಕೆಟ್‌ನಲ್ಲಿ ಉಂಟಾದ ದೋಷದಿಂದ ಕ್ರ್ಯೂ 10 ಮಿಷನ್ ಉಡಾವಣೆ ಮುಂದೂಡಲ್ಪಟ್ಟಿದೆ. ಇದರಿಂದ ಗಗನಯಾತ್ರಿಗಳ ವಾಪಸಾತಿ ಮಾರ್ಚ್ ವರೆಗೆ ವಿಳಂಬವಾಗಿದೆ ಎಂದು ನಾಸಾ ತಿಳಿಸಿದೆ. (348, 718, 503, 747)
kiru-t2-text: ಸ್ಮಾರ್ಟ್ ಟಿವಿಗಳಿಗಾಗಿ ಭಾರತದ ಮೊದಲ ಆಪರೇಟಿಂಗ್ ಸಿಸ್ಟಮ್ ಬಿಡುಗಡೆಯಾಗಿದೆ. ದೇಶೀಯ ತಂತ್ರಜ್ಞಾನದಲ್ಲಿ ಅಭಿವೃದ್ಧಿಪಡಿಸಲಾದ ಈ ಓಎಸ್ ಸ್ಥಳೀಯ ಭಾಷೆಗಳ ಬೆಂಬಲ ಹೊಂದಿದೆ. ಮೇಕ್ ಇನ್ ಇಂಡಿಯಾ ಯೋಜನೆಯಡಿ ರೂಪಿಸಲಾಗಿದ್ದು, ಕಡಿಮೆ ದರದ ಟಿವಿಗಳಲ್ಲಿ ಲಭ್ಯವಾಗಲಿದೆ. ವಿವಿಧ ಕಂಪನಿಗಳು ಇದನ್ನು ಅಳವಡಿಸಿಕೊಳ್ಳಲು ಮುಂದಾಗಿವೆ. (30, 1066, 196, 1125)
space-badge (356, 222, 522, 274)
bangla-col2-text: ಆ ಮಣ್ಣನ್ನು ಬಳಸಲು ಅನುವು ಮಾಡಿಕೊಡಬಾರದು ಎಂದು ತಿಳಿಸಿದರು. ನಾನು ಭಯೋತ್ಪಾದನೆಯ ಕೇಂದ್ರಬಿಂದು ಎಂದು ಹೇಳುತ್ತೇನೆ. ಗಡಿಯಲ್ಲಿ ನಿಗಾ ಬಿಗಿಗೊಳಿಸಲಾಗಿದೆ ಎಂದರು. (178, 716, 328, 745)
s5-text: ಸೂಕ್ಷ್ಮ ಗುರುತ್ವಾಕರ್ಷಣೆಯಲ್ಲಿ ಹೃದಯ ರಕ್ತವನ್ನು ಪಂಪ್ ಮಾಡಲು ಕಡಿಮೆ ಶ್ರಮ ಬಳಸುತ್ತದೆ. ಭೂಮಿಗೆ ಬಂದ ನಂತರ ರಕ್ತದೊತ್ತಡ ನಿರ್ವಹಣೆ ಸವಾಲಾಗುತ್ತದೆ. (514, 719, 690, 748)
trump-headline (742, 1158, 924, 1202)
kiru-d1: ಇಂಫಾಲ್: (30, 882, 56, 891)
space-headline-line2: ಹೊಂದಿಕೊಳ್ಳುವುದೇ ಸವಾಲು! (466, 346, 802, 386)
s2-title-line1: ವಿಸ್ತರಿತ ಬಾಹ್ಯಾಕಾಶ (350, 548, 422, 562)
mid2-headline-line1: 3 ಮಹಿಳೆಯರು ಸೇರಿದಂತೆ (405, 803, 529, 819)
lead-p6: ಜಮ್ಮು ಮತ್ತು ಕಾಶ್ಮೀರದ ಜನರು ಪ್ರಜಾಪ್ರಭುತ್ವದ ಮೇಲೆ ವಿಶ್ವಾಸವಿಟ್ಟು ಚುನಾವಣೆಯಲ್ಲಿ ಭಾಗವಹಿಸಿದ್ದಾರೆ. ಪ್ರದೇಶದಲ್ಲಿ ಶಾಂತಿ ನೆಲೆಸಿದೆ ಎಂದರು. (32, 436, 172, 475)
astronaut-station-photo (510, 430, 693, 570)
solar-kicker: ಸವಾಲುಗಳ ಹೊರತಾಗಿಯೂ, ದಂಪತಿಗೆ ಪ್ರತಿ ದಿನ ಹೊಸ ಅನುಭವ, ಕಲಿಕೆಗೆ ಅವಕಾಶ (278, 1151, 656, 1167)
